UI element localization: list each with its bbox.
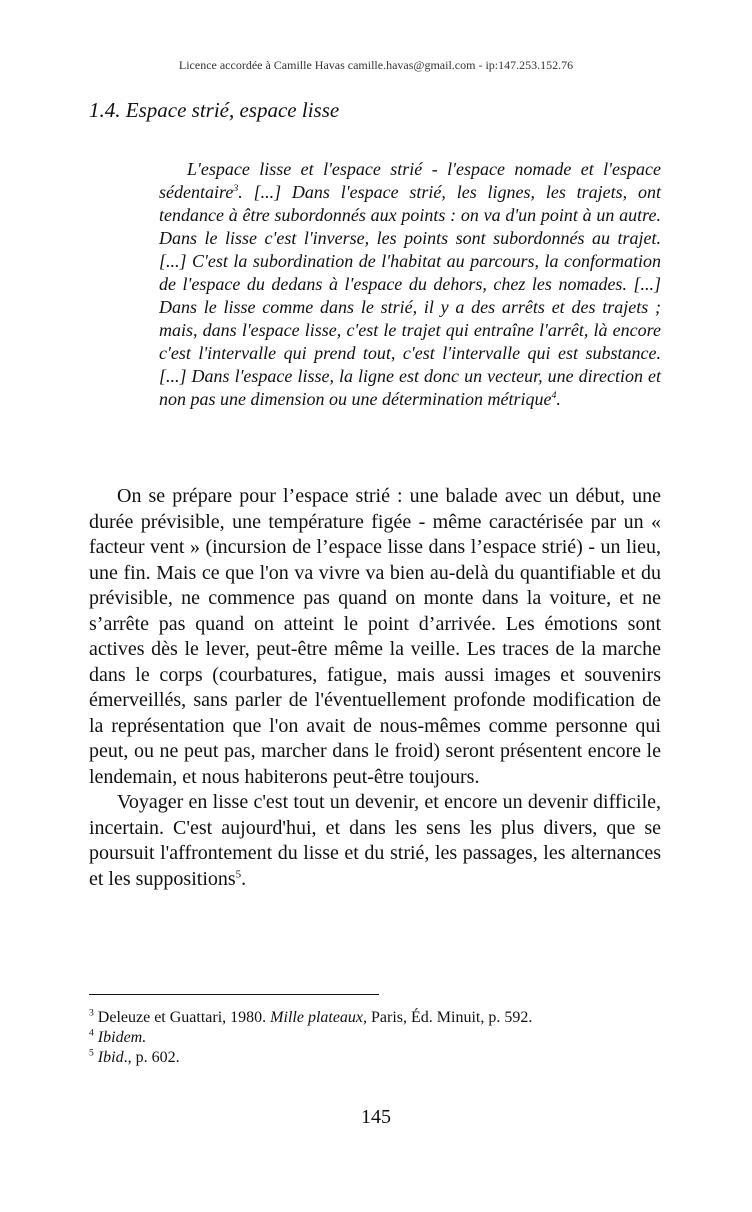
block-quote: [159, 158, 661, 411]
footnote-ref-3[interactable]: 3: [233, 183, 239, 194]
footnote-divider: [89, 994, 379, 995]
page-number: 145: [361, 1106, 391, 1128]
paragraph-2: [89, 790, 661, 892]
footnote-italic: Ibidem.: [97, 1029, 147, 1046]
footnote-italic: Mille plateaux,: [270, 1009, 368, 1026]
footnote-ref-5[interactable]: 5: [235, 867, 242, 880]
footnote-number: 3: [89, 1007, 94, 1019]
footnote-item: [89, 1048, 669, 1068]
license-header: Licence accordée à Camille Havas camille.havas@gmail.com - ip:147.253.152.76: [178, 58, 574, 72]
footnote-text-end: Paris, Éd. Minuit, p. 592.: [367, 1009, 533, 1026]
quote-text-1: L'espace lisse et l'espace strié - l'espace nomade et l'espace sédentaire: [159, 159, 661, 202]
quote-text-3: .: [556, 389, 561, 409]
footnote-item: [89, 1008, 669, 1028]
footnote-number: 4: [89, 1027, 94, 1039]
footnote-text-end: ., p. 602.: [123, 1049, 180, 1066]
footnote-text: Deleuze et Guattari, 1980.: [97, 1009, 271, 1026]
footnote-italic: Ibid: [97, 1049, 124, 1066]
paragraph-2-text: Voyager en lisse c'est tout un devenir, et encore un devenir difficile, incertain. C'est aujourd'hui, et dans les sens les plus divers, que se poursuit l'affrontement du lisse et du strié, les passages, les alternances et les suppositions: [89, 791, 661, 890]
section-heading: 1.4. Espace strié, espace lisse: [89, 98, 340, 122]
footnotes: [89, 1008, 669, 1068]
quote-text-2: . [...] Dans l'espace strié, les lignes, les trajets, ont tendance à être subordonnés aux points : on va d'un point à un autre. Dans le lisse c'est l'inverse, les points sont subordonnés au trajet. [...] C'est la subordination de l'habitat au parcours, la conformation de l'espace du dedans à l'espace du dehors, chez les nomades. [...] Dans le lisse comme dans le strié, il y a des arrêts et des trajets ; mais, dans l'espace lisse, c'est le trajet qui entraîne l'arrêt, là encore c'est l'intervalle qui prend tout, c'est l'intervalle qui est substance. [...] Dans l'espace lisse, la ligne est donc un vecteur, une direction et non pas une dimension ou une détermination métrique: [159, 182, 661, 409]
body-text: [89, 484, 661, 892]
paragraph-2-end: .: [241, 867, 247, 890]
footnote-ref-4[interactable]: 4: [551, 390, 557, 401]
footnote-item: [89, 1028, 669, 1048]
footnote-number: 5: [89, 1047, 94, 1059]
paragraph-1: On se prépare pour l’espace strié : une balade avec un début, une durée prévisible, une température figée - même caractérisée par un « facteur vent » (incursion de l’espace lisse dans l’espace strié) - un lieu, une fin. Mais ce que l'on va vivre va bien au-delà du quantifiable et du prévisible, ne commence pas quand on monte dans la voiture, et ne s’arrête pas quand on atteint le point d’arrivée. Les émotions sont actives dès le lever, peut-être même la veille. Les traces de la marche dans le corps (courbatures, fatigue, mais aussi images et souvenirs émerveillés, sans parler de l'éventuellement profonde modification de la représentation que l'on avait de nous-mêmes comme personne qui peut, ou ne peut pas, marcher dans le froid) seront présentent encore le lendemain, et nous habiterons peut-être toujours.: [89, 485, 661, 788]
